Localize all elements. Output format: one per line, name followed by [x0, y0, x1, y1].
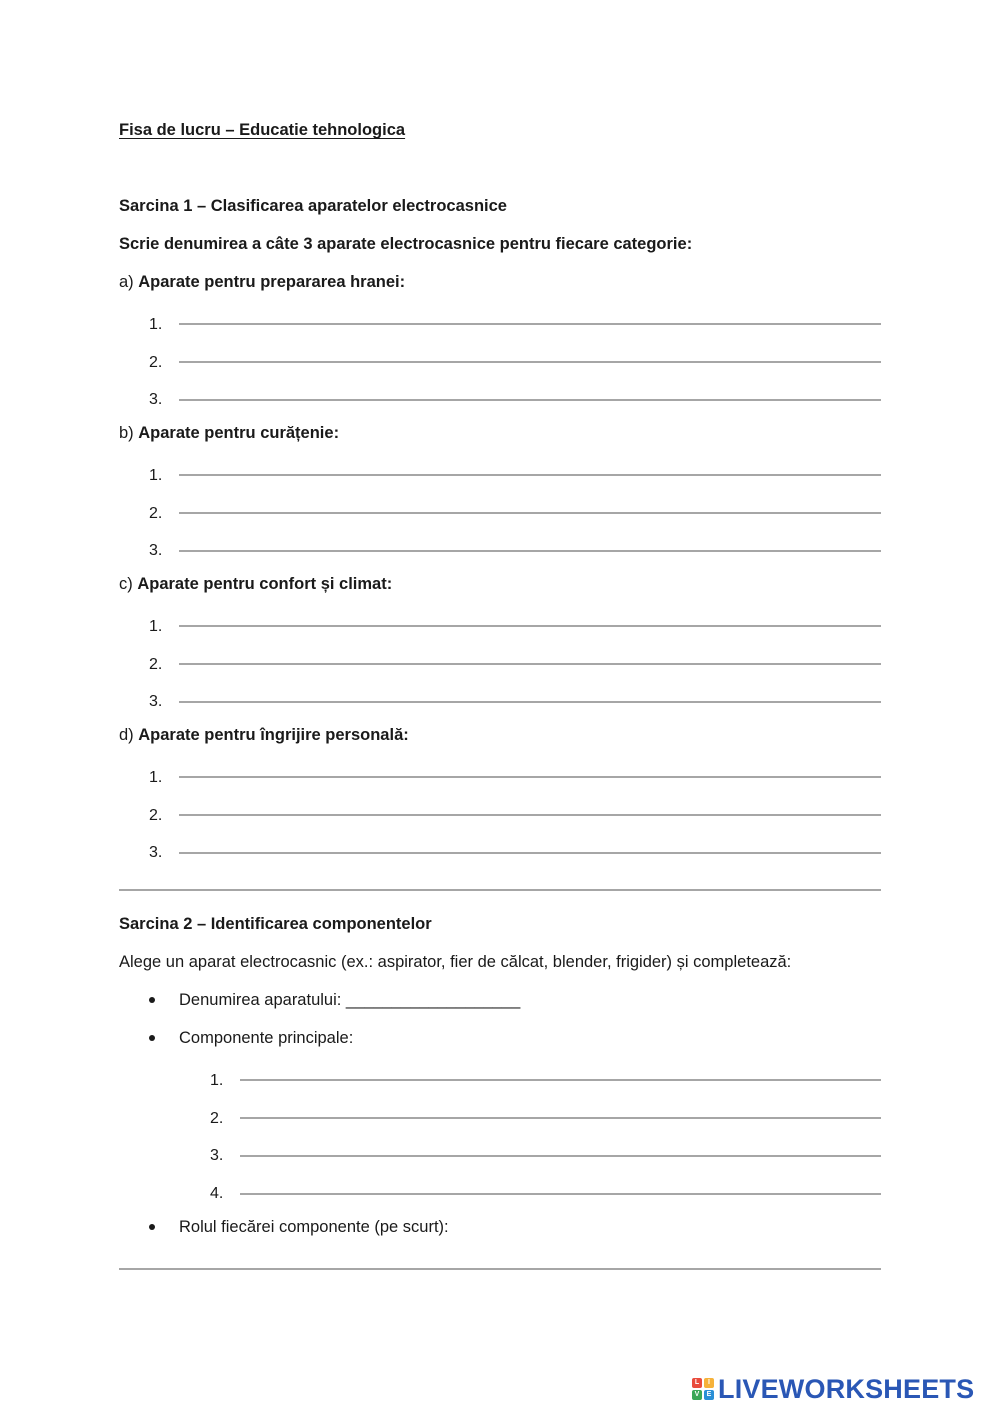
task1-heading: Sarcina 1 – Clasificarea aparatelor electrocasnice — [119, 197, 507, 215]
list-number: 3. — [149, 391, 163, 408]
page-title: Fisa de lucru – Educatie tehnologica — [119, 121, 406, 139]
task1-instruction: Scrie denumirea a câte 3 aparate electrocasnice pentru fiecare categorie: — [119, 235, 693, 253]
answer-line[interactable] — [119, 1268, 881, 1270]
logo-badge-letter: V — [692, 1390, 702, 1400]
answer-line[interactable] — [179, 512, 881, 514]
bullet-icon — [149, 997, 155, 1003]
answer-line[interactable] — [179, 663, 881, 665]
category-letter: c) — [119, 575, 133, 593]
list-number: 2. — [210, 1110, 224, 1127]
answer-line[interactable] — [179, 474, 881, 476]
list-number: 4. — [210, 1185, 224, 1202]
answer-line[interactable] — [179, 776, 881, 778]
logo-badge-letter: L — [692, 1378, 702, 1388]
bullet-main-components: Componente principale: — [179, 1029, 354, 1047]
logo-badge-letter: E — [704, 1390, 714, 1400]
category-label: Aparate pentru curățenie: — [138, 424, 340, 442]
list-number: 2. — [149, 505, 163, 522]
list-number: 2. — [149, 656, 163, 673]
bullet-icon — [149, 1035, 155, 1041]
category-letter: d) — [119, 726, 134, 744]
category-d-heading — [119, 725, 409, 745]
answer-line[interactable] — [240, 1117, 881, 1119]
bullet-icon — [149, 1224, 155, 1230]
answer-line[interactable] — [179, 852, 881, 854]
category-b-heading — [119, 423, 339, 443]
list-number: 3. — [149, 542, 163, 559]
category-label: Aparate pentru prepararea hranei: — [138, 273, 406, 291]
list-number: 1. — [149, 316, 163, 333]
list-number: 1. — [149, 769, 163, 786]
answer-line[interactable] — [179, 399, 881, 401]
bullet-component-roles: Rolul fiecărei componente (pe scurt): — [179, 1218, 449, 1236]
answer-line[interactable] — [179, 625, 881, 627]
list-number: 1. — [149, 467, 163, 484]
answer-line[interactable] — [179, 701, 881, 703]
answer-line[interactable] — [179, 814, 881, 816]
liveworksheets-logo[interactable] — [692, 1374, 974, 1404]
logo-badge-icon — [692, 1378, 714, 1400]
bullet-appliance-name: Denumirea aparatului: ___________________ — [179, 991, 521, 1009]
list-number: 2. — [149, 354, 163, 371]
answer-line[interactable] — [240, 1155, 881, 1157]
category-letter: a) — [119, 273, 134, 291]
category-label: Aparate pentru îngrijire personală: — [138, 726, 409, 744]
answer-line[interactable] — [240, 1079, 881, 1081]
task2-heading: Sarcina 2 – Identificarea componentelor — [119, 915, 432, 933]
section-separator — [119, 889, 881, 891]
answer-line[interactable] — [179, 323, 881, 325]
list-number: 1. — [149, 618, 163, 635]
list-number: 3. — [149, 844, 163, 861]
answer-line[interactable] — [179, 361, 881, 363]
category-label: Aparate pentru confort și climat: — [137, 575, 393, 593]
list-number: 3. — [210, 1147, 224, 1164]
answer-line[interactable] — [240, 1193, 881, 1195]
list-number: 1. — [210, 1072, 224, 1089]
logo-text: LIVEWORKSHEETS — [718, 1373, 975, 1404]
list-number: 2. — [149, 807, 163, 824]
list-number: 3. — [149, 693, 163, 710]
category-a-heading — [119, 272, 405, 292]
task2-instruction: Alege un aparat electrocasnic (ex.: aspirator, fier de călcat, blender, frigider) și completează: — [119, 953, 792, 971]
answer-line[interactable] — [179, 550, 881, 552]
category-c-heading — [119, 574, 392, 594]
category-letter: b) — [119, 424, 134, 442]
logo-badge-letter: I — [704, 1378, 714, 1388]
